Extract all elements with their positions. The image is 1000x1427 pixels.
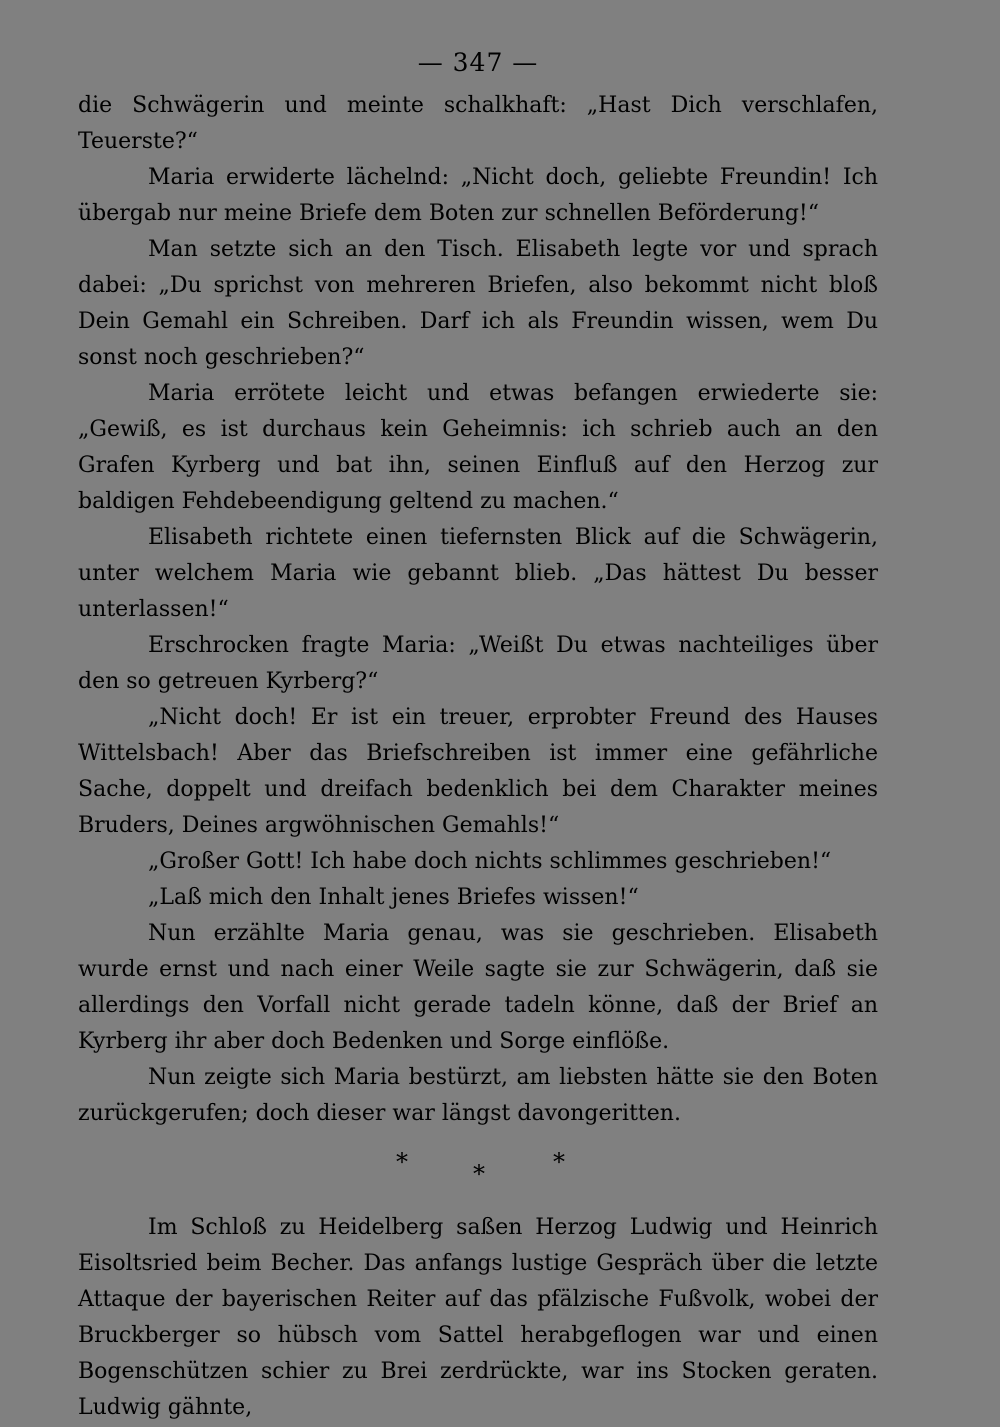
text-block-before xyxy=(78,88,878,1132)
separator-asterisk: * xyxy=(473,1160,485,1188)
text-block-after xyxy=(78,1210,878,1426)
paragraph: Nun erzählte Maria genau, was sie geschrieben. Elisabeth wurde ernst und nach einer Weile sagte sie zur Schwägerin, daß sie allerdings den Vorfall nicht gerade tadeln könne, daß der Brief an Kyrberg ihr aber doch Bedenken und Sorge einflöße. xyxy=(78,921,878,1054)
page-number: — 347 — xyxy=(417,48,539,77)
paragraph: Man setzte sich an den Tisch. Elisabeth legte vor und sprach dabei: „Du sprichst von mehreren Briefen, also bekommt nicht bloß Dein Gemahl ein Schreiben. Darf ich als Freundin wissen, wem Du sonst noch geschrieben?“ xyxy=(78,237,878,370)
section-separator xyxy=(78,1132,878,1204)
paragraph: Erschrocken fragte Maria: „Weißt Du etwas nachteiliges über den so getreuen Kyrberg?“ xyxy=(78,633,878,694)
paragraph: „Großer Gott! Ich habe doch nichts schlimmes geschrieben!“ xyxy=(148,849,832,874)
paragraph: Maria errötete leicht und etwas befangen erwiederte sie: „Gewiß, es ist durchaus kein Geheimnis: ich schrieb auch an den Grafen Kyrberg und bat ihn, seinen Einfluß auf den Herzog zur baldigen Fehdebeendigung geltend zu machen.“ xyxy=(78,381,878,514)
paragraph: Nun zeigte sich Maria bestürzt, am liebsten hätte sie den Boten zurückgerufen; doch dieser war längst davongeritten. xyxy=(78,1065,878,1126)
paragraph: Im Schloß zu Heidelberg saßen Herzog Ludwig und Heinrich Eisoltsried beim Becher. Das anfangs lustige Gespräch über die letzte Attaque der bayerischen Reiter auf das pfälzische Fußvolk, wobei der Bruckberger so hübsch vom Sattel herabgeflogen war und einen Bogenschützen schier zu Brei zerdrückte, war ins Stocken geraten. Ludwig gähnte, xyxy=(78,1215,878,1420)
book-page xyxy=(78,38,878,1426)
paragraph: „Nicht doch! Er ist ein treuer, erprobter Freund des Hauses Wittelsbach! Aber das Briefschreiben ist immer eine gefährliche Sache, doppelt und dreifach bedenklich bei dem Charakter meines Bruders, Deines argwöhnischen Gemahls!“ xyxy=(78,705,878,838)
paragraph: „Laß mich den Inhalt jenes Briefes wissen!“ xyxy=(148,885,639,910)
paragraph: Maria erwiderte lächelnd: „Nicht doch, geliebte Freundin! Ich übergab nur meine Briefe dem Boten zur schnellen Beförderung!“ xyxy=(78,165,878,226)
separator-asterisk: * xyxy=(396,1148,408,1176)
separator-asterisk: * xyxy=(553,1148,565,1176)
paragraph: Elisabeth richtete einen tiefernsten Blick auf die Schwägerin, unter welchem Maria wie gebannt blieb. „Das hättest Du besser unterlassen!“ xyxy=(78,525,878,622)
paragraph: die Schwägerin und meinte schalkhaft: „Hast Dich verschlafen, Teuerste?“ xyxy=(78,93,878,154)
